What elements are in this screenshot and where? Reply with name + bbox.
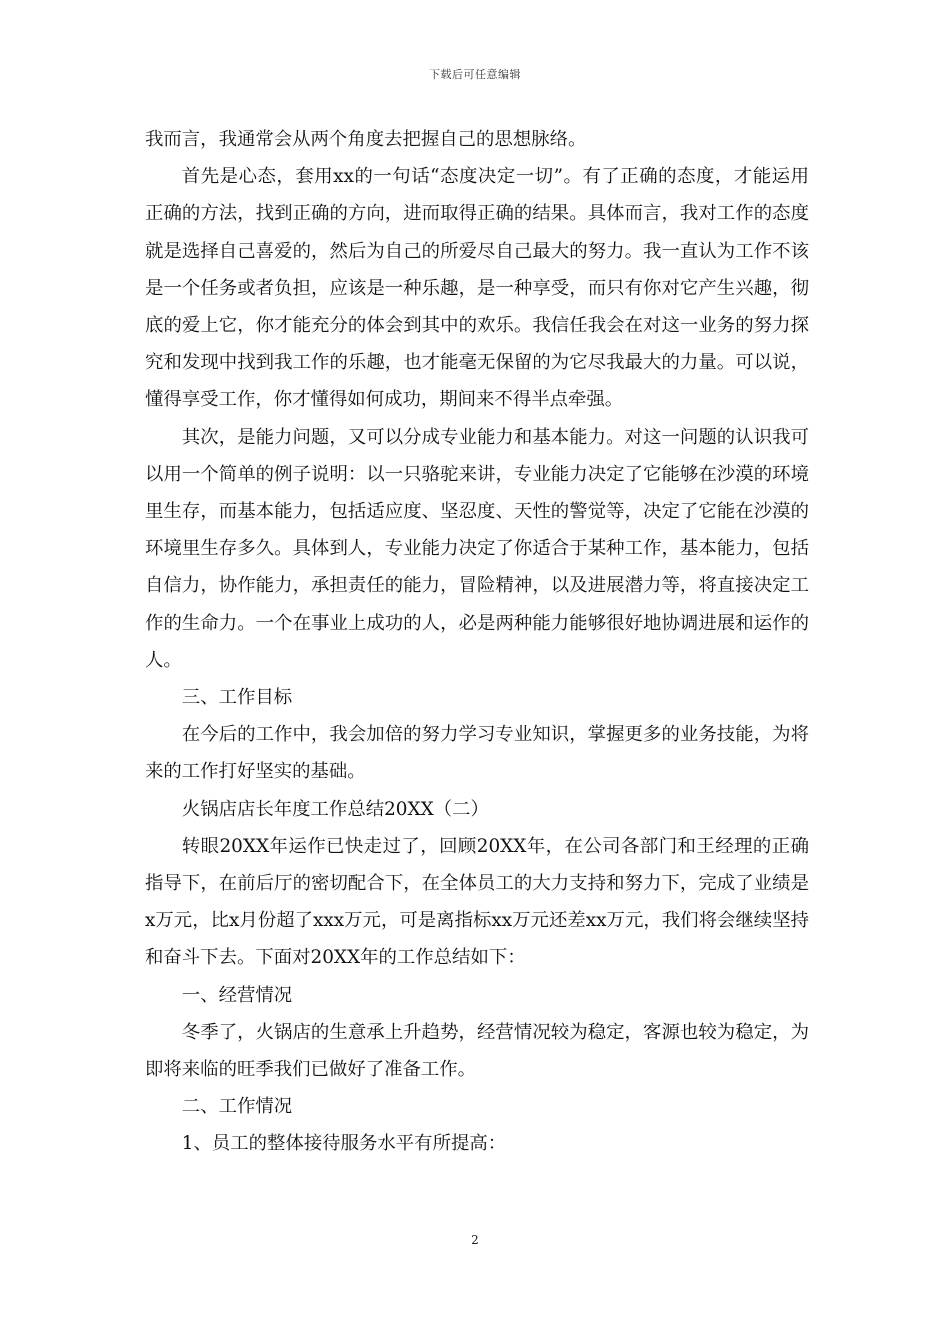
paragraph-3: 其次，是能力问题，又可以分成专业能力和基本能力。对这一问题的认识我可以用一个简单的例子说明：以一只骆驼来讲，专业能力决定了它能够在沙漠的环境里生存，而基本能力，包括适应度、坚忍度、天性的警觉等，决定了它能在沙漠的环境里生存多久。具体到人，专业能力决定了你适合于某种工作，基本能力，包括自信力，协作能力，承担责任的能力，冒险精神，以及进展潜力等，将直接决定工作的生命力。一个在事业上成功的人，必是两种能力能够很好地协调进展和运作的人。 xyxy=(145,426,809,671)
section-heading-work-goals: 三、工作目标 xyxy=(181,687,293,709)
paragraph-4: 在今后的工作中，我会加倍的努力学习专业知识，掌握更多的业务技能，为将来的工作打好坚实的基础。 xyxy=(145,724,809,783)
document-subtitle: 火锅店店长年度工作总结20XX（二） xyxy=(181,798,489,820)
paragraph-2: 首先是心态，套用xx的一句话“态度决定一切”。有了正确的态度，才能运用正确的方法，找到正确的方向，进而取得正确的结果。具体而言，我对工作的态度就是选择自己喜爱的，然后为自己的所爱尽自己最大的努力。我一直认为工作不该是一个任务或者负担，应该是一种乐趣，是一种享受，而只有你对它产生兴趣，彻底的爱上它，你才能充分的体会到其中的欢乐。我信任我会在对这一业务的努力探究和发现中找到我工作的乐趣，也才能毫无保留的为它尽我最大的力量。可以说，懂得享受工作，你才懂得如何成功，期间来不得半点牵强。 xyxy=(145,166,809,411)
paragraph-1: 我而言，我通常会从两个角度去把握自己的思想脉络。 xyxy=(145,129,587,150)
page-number: 2 xyxy=(471,1233,479,1247)
section-heading-operations: 一、经营情况 xyxy=(181,984,293,1006)
list-item-1: 1、员工的整体接待服务水平有所提高： xyxy=(181,1133,507,1155)
page-header: 下载后可任意编辑 xyxy=(429,68,521,81)
document-body xyxy=(145,121,809,1163)
paragraph-6: 冬季了，火锅店的生意承上升趋势，经营情况较为稳定，客源也较为稳定，为即将来临的旺季我们已做好了准备工作。 xyxy=(145,1021,809,1081)
paragraph-5: 转眼20XX年运作已快走过了，回顾20XX年，在公司各部门和王经理的正确指导下，在前后厅的密切配合下，在全体员工的大力支持和努力下，完成了业绩是x万元，比x月份超了xxx万元，可是离指标xx万元还差xx万元，我们将会继续坚持和奋斗下去。下面对20XX年的工作总结如下： xyxy=(145,835,809,969)
section-heading-work-status: 二、工作情况 xyxy=(181,1096,293,1118)
